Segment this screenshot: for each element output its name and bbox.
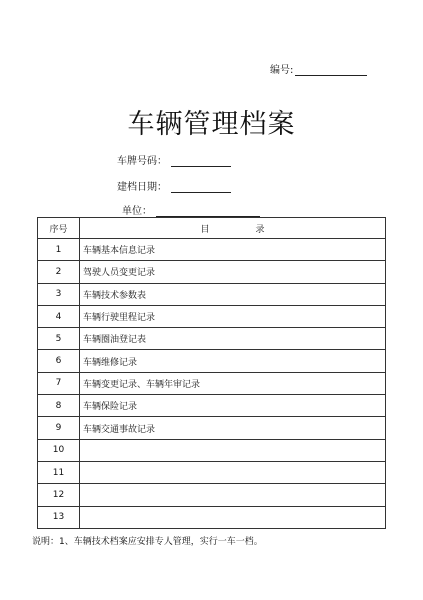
row-serial-number: 1 (38, 239, 80, 261)
header-catalog (80, 218, 386, 239)
table-body (38, 239, 386, 529)
plate-number-field (117, 152, 231, 167)
header-catalog-left: 目 (200, 224, 210, 235)
row-catalog-item (80, 484, 386, 506)
table-row (38, 350, 386, 372)
header-serial-number: 序号 (38, 218, 80, 239)
table-row (38, 283, 386, 305)
row-serial-number: 7 (38, 372, 80, 394)
row-catalog-item: 车辆圈油登记表 (80, 328, 386, 350)
table-row (38, 305, 386, 327)
table-row (38, 439, 386, 461)
row-catalog-item: 车辆保险记录 (80, 395, 386, 417)
serial-number-field (270, 61, 367, 76)
row-catalog-item: 车辆技术参数表 (80, 283, 386, 305)
created-date-label: 建档日期： (117, 182, 167, 193)
table-row (38, 328, 386, 350)
plate-number-blank (171, 156, 231, 167)
row-catalog-item: 车辆维修记录 (80, 350, 386, 372)
table-row (38, 261, 386, 283)
row-serial-number: 11 (38, 461, 80, 483)
unit-blank (156, 206, 260, 217)
table-row (38, 484, 386, 506)
row-catalog-item (80, 506, 386, 528)
row-serial-number: 6 (38, 350, 80, 372)
catalog-table (37, 217, 386, 529)
created-date-blank (171, 182, 231, 193)
row-catalog-item: 车辆基本信息记录 (80, 239, 386, 261)
table-row (38, 417, 386, 439)
row-serial-number: 2 (38, 261, 80, 283)
row-serial-number: 5 (38, 328, 80, 350)
row-catalog-item: 车辆行驶里程记录 (80, 305, 386, 327)
row-serial-number: 4 (38, 305, 80, 327)
plate-number-label: 车牌号码： (117, 156, 167, 167)
row-catalog-item: 车辆变更记录、车辆年审记录 (80, 372, 386, 394)
unit-label: 单位： (122, 206, 152, 217)
row-serial-number: 9 (38, 417, 80, 439)
unit-field (122, 202, 260, 217)
row-serial-number: 8 (38, 395, 80, 417)
row-catalog-item (80, 461, 386, 483)
serial-number-label: 编号: (270, 65, 294, 76)
document-title: 车辆管理档案 (127, 109, 296, 140)
table-row (38, 506, 386, 528)
row-serial-number: 10 (38, 439, 80, 461)
serial-number-blank (295, 65, 367, 76)
table-row (38, 372, 386, 394)
table-row (38, 461, 386, 483)
header-catalog-right: 录 (255, 224, 265, 235)
table-header-row (38, 218, 386, 239)
row-catalog-item (80, 439, 386, 461)
table-row (38, 239, 386, 261)
row-serial-number: 12 (38, 484, 80, 506)
created-date-field (117, 178, 231, 193)
table-row (38, 395, 386, 417)
row-catalog-item: 车辆交通事故记录 (80, 417, 386, 439)
row-serial-number: 13 (38, 506, 80, 528)
footnote: 说明：1、车辆技术档案应安排专人管理，实行一车一档。 (32, 537, 263, 547)
row-serial-number: 3 (38, 283, 80, 305)
row-catalog-item: 驾驶人员变更记录 (80, 261, 386, 283)
